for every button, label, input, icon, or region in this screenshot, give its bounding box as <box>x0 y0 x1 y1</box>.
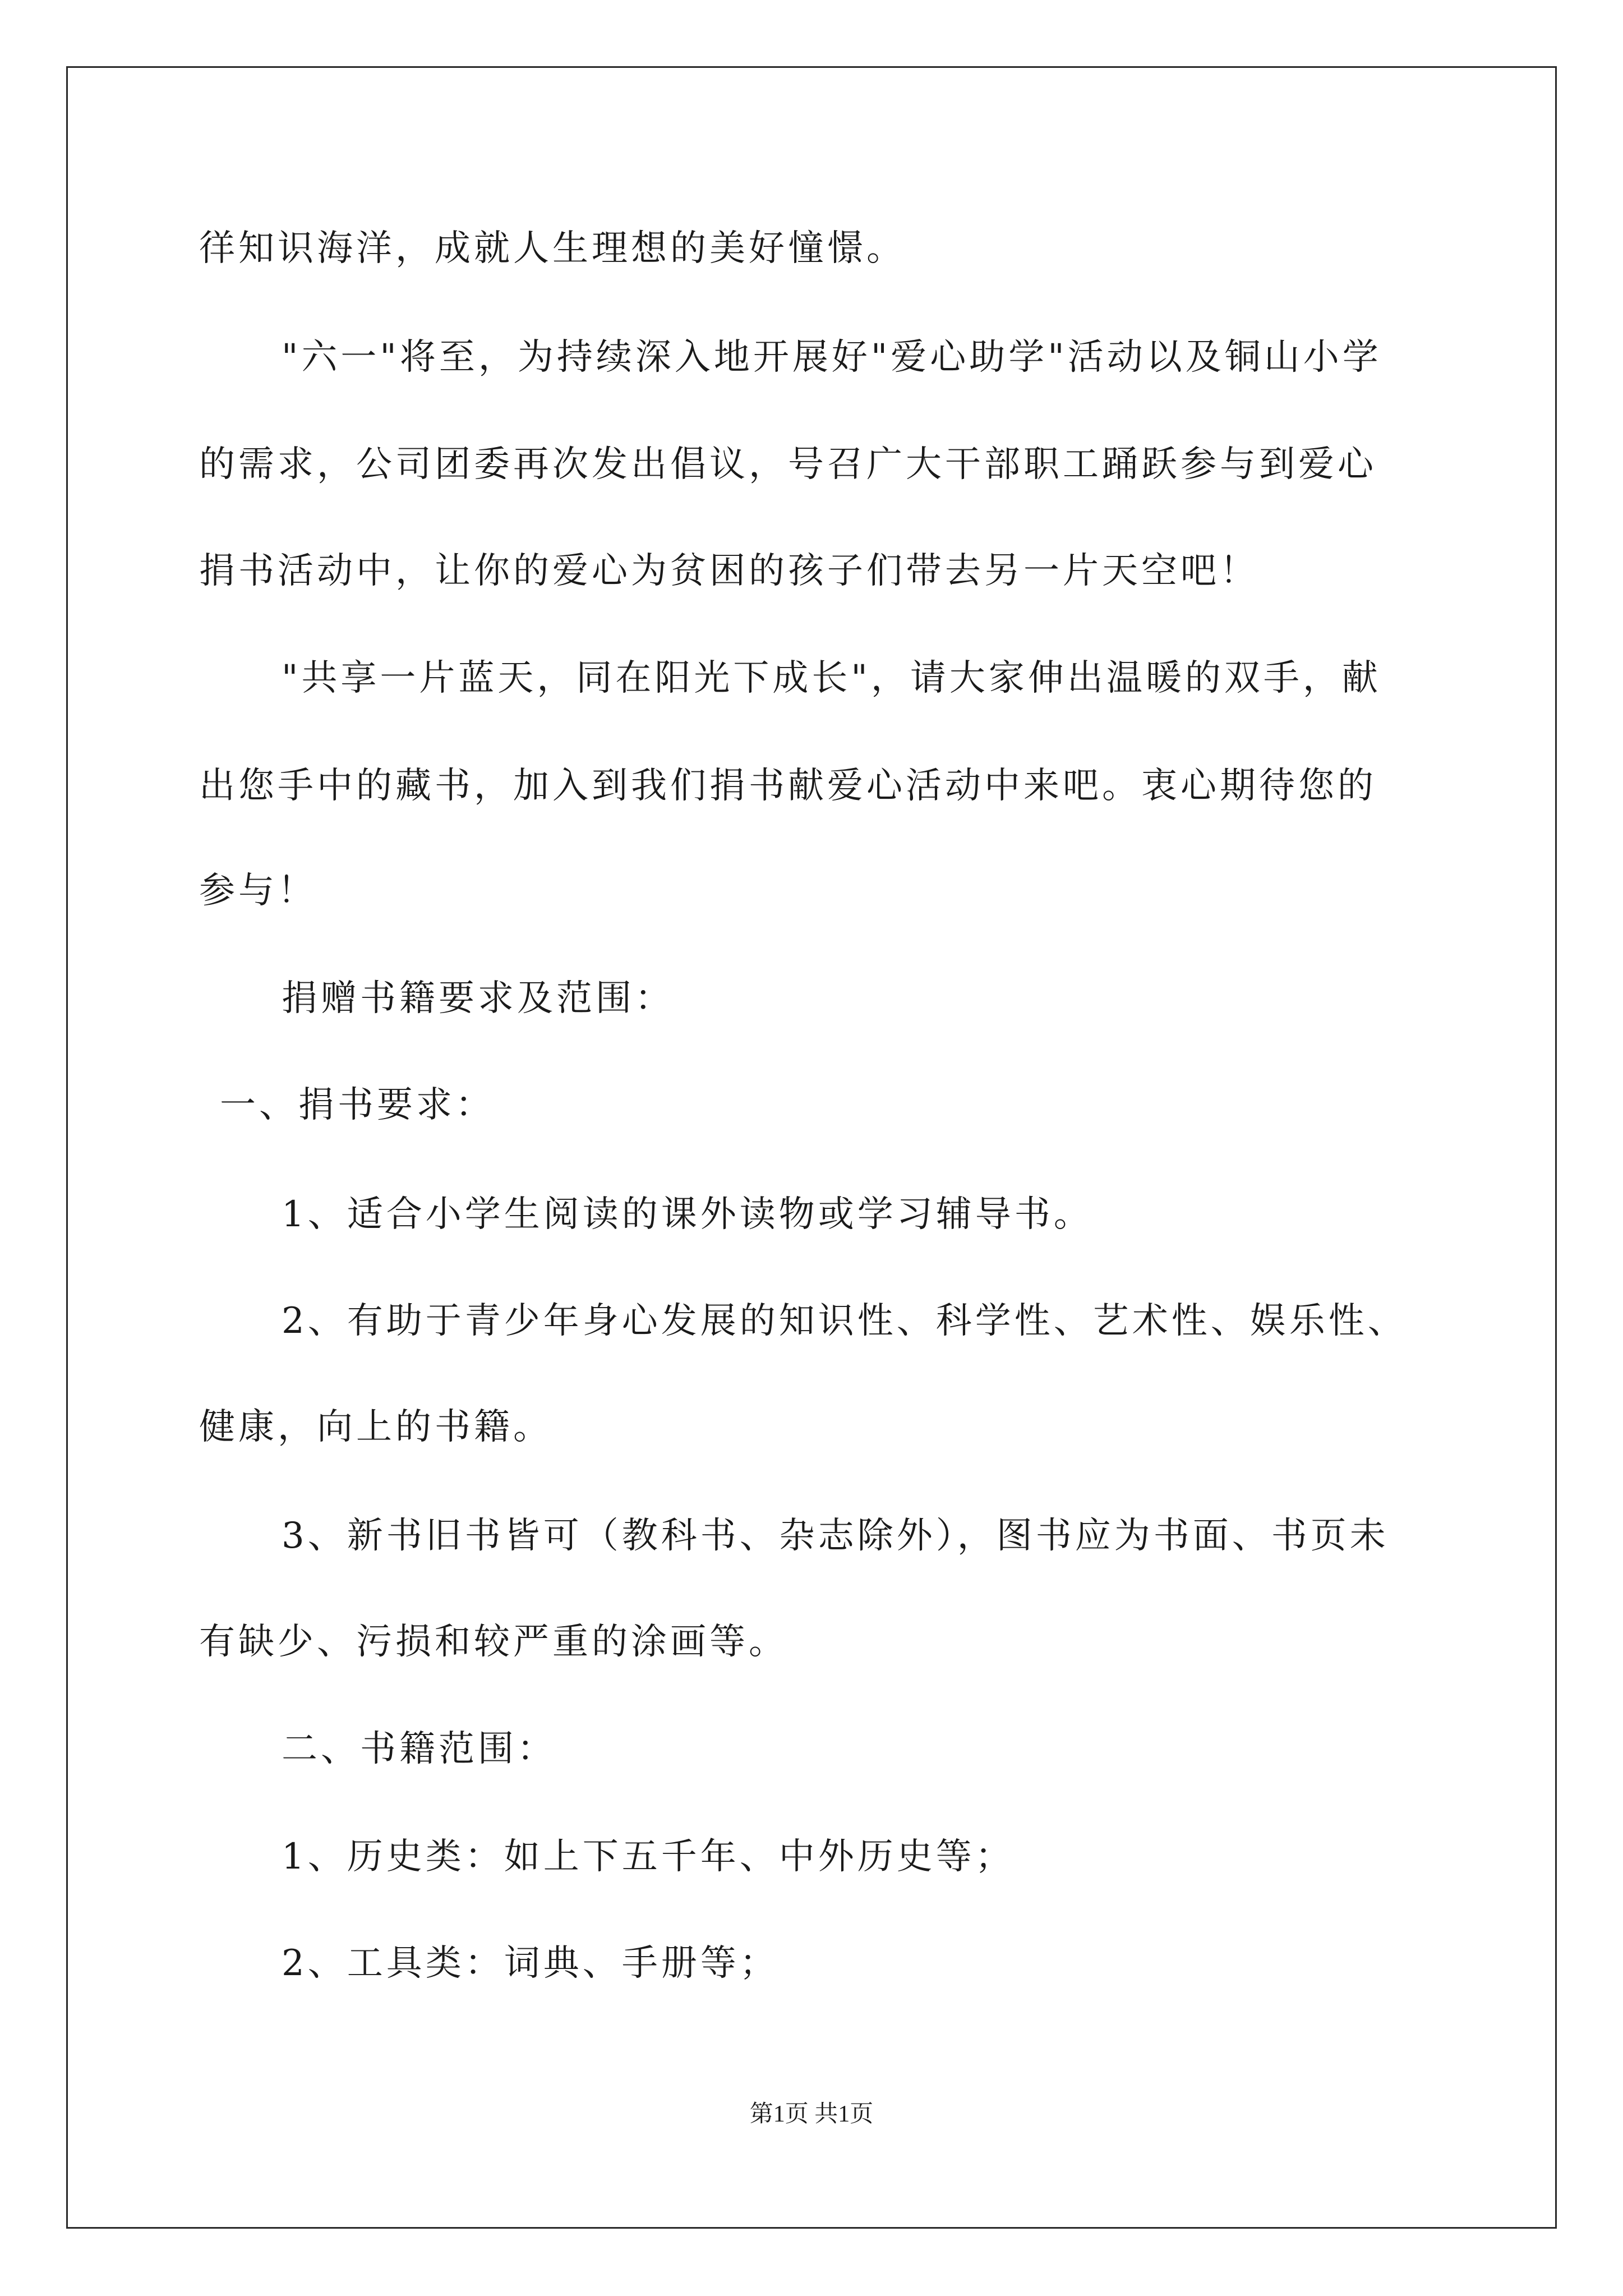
text-line: 出您手中的藏书，加入到我们捐书献爱心活动中来吧。衷心期待您的 <box>199 765 1377 807</box>
list-item: 2、有助于青少年身心发展的知识性、科学性、艺术性、娱乐性、 <box>282 1300 1407 1342</box>
text-line: 参与！ <box>199 870 317 912</box>
text-line: 的需求，公司团委再次发出倡议，号召广大干部职工踊跃参与到爱心 <box>199 444 1377 485</box>
page-border <box>66 66 1557 2229</box>
section-heading: 二、书籍范围： <box>282 1728 556 1770</box>
text-line: 健康，向上的书籍。 <box>199 1406 552 1448</box>
section-heading: 捐赠书籍要求及范围： <box>282 978 674 1019</box>
list-item: 2、工具类：词典、手册等； <box>282 1943 779 1984</box>
list-item: 1、适合小学生阅读的课外读物或学习辅导书。 <box>282 1194 1093 1235</box>
list-item: 3、新书旧书皆可（教科书、杂志除外），图书应为书面、书页未 <box>282 1515 1389 1557</box>
section-heading: 一、捐书要求： <box>220 1084 495 1126</box>
list-item: 1、历史类：如上下五千年、中外历史等； <box>282 1836 1015 1878</box>
text-line: 捐书活动中，让你的爱心为贫困的孩子们带去另一片天空吧！ <box>199 550 1259 592</box>
text-line: "六一"将至，为持续深入地开展好"爱心助学"活动以及铜山小学 <box>282 337 1382 378</box>
page-footer: 第1页 共1页 <box>749 2101 874 2127</box>
text-line: 徉知识海洋，成就人生理想的美好憧憬。 <box>199 228 906 269</box>
text-line: 有缺少、污损和较严重的涂画等。 <box>199 1621 788 1663</box>
text-line: "共享一片蓝天，同在阳光下成长"，请大家伸出温暖的双手，献 <box>282 657 1381 699</box>
